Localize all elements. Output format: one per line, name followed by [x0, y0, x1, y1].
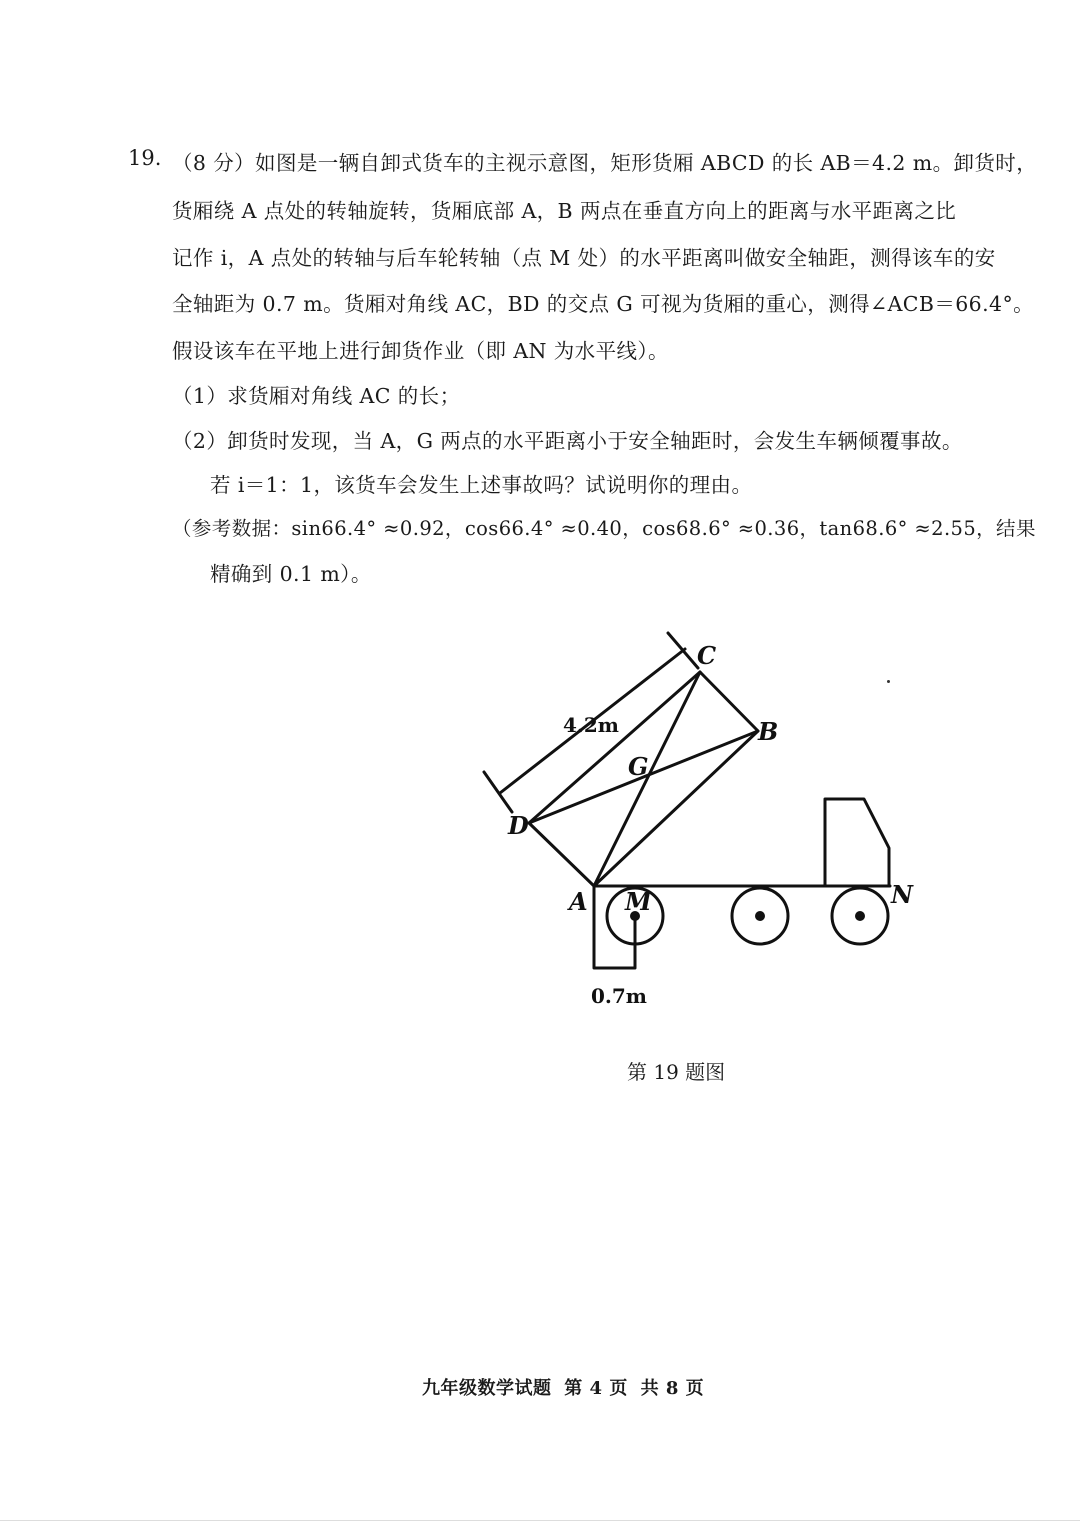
label-d: D — [508, 811, 529, 840]
label-g: G — [628, 752, 649, 781]
label-b: B — [758, 717, 779, 746]
question-text-line-2: 货厢绕 A 点处的转轴旋转，货厢底部 A，B 两点在垂直方向上的距离与水平距离之比 — [172, 199, 957, 223]
footer-page-number: 第 4 页 — [564, 1378, 628, 1399]
dimension-label-ab: 4.2m — [563, 713, 619, 737]
question-text-line-4: 全轴距为 0.7 m。货厢对角线 AC，BD 的交点 G 可视为货厢的重心，测得∠ACB＝66.4°。 — [172, 292, 1035, 316]
part-2-line-1: （2）卸货时发现，当 A，G 两点的水平距离小于安全轴距时，会发生车辆倾覆事故。 — [172, 429, 963, 453]
front-axle-point — [855, 911, 865, 921]
dump-truck-figure — [470, 625, 930, 1025]
middle-axle-point — [755, 911, 765, 921]
question-number: 19. — [128, 146, 162, 170]
figure-caption: 第 19 题图 — [627, 1060, 726, 1084]
part-1: （1）求货厢对角线 AC 的长； — [172, 384, 461, 408]
dimension-tick-c — [668, 633, 698, 668]
label-m: M — [625, 887, 652, 916]
label-c: C — [697, 641, 717, 670]
label-n: N — [891, 880, 913, 909]
scan-edge — [0, 1520, 1080, 1521]
footer-total-pages: 共 8 页 — [640, 1378, 705, 1399]
question-text-line-1: （8 分）如图是一辆自卸式货车的主视示意图，矩形货厢 ABCD 的长 AB＝4.2 m。卸货时， — [172, 151, 1038, 175]
page-footer — [422, 1374, 710, 1400]
scan-speck — [887, 680, 890, 683]
label-a: A — [569, 887, 588, 916]
footer-subject: 九年级数学试题 — [422, 1378, 552, 1399]
reference-data-line-1: （参考数据：sin66.4° ≈0.92，cos66.4° ≈0.40，cos68.6° ≈0.36，tan68.6° ≈2.55，结果 — [172, 517, 1036, 540]
dimension-label-axle: 0.7m — [591, 984, 647, 1008]
question-text-line-5: 假设该车在平地上进行卸货作业（即 AN 为水平线）。 — [172, 339, 669, 363]
dimension-tick-d — [484, 772, 512, 812]
question-text-line-3: 记作 i，A 点处的转轴与后车轮转轴（点 M 处）的水平距离叫做安全轴距，测得该车的安 — [172, 246, 996, 270]
part-2-line-2: 若 i＝1：1，该货车会发生上述事故吗？试说明你的理由。 — [210, 473, 753, 497]
truck-cab — [825, 799, 889, 886]
reference-data-line-2: 精确到 0.1 m）。 — [210, 562, 372, 586]
